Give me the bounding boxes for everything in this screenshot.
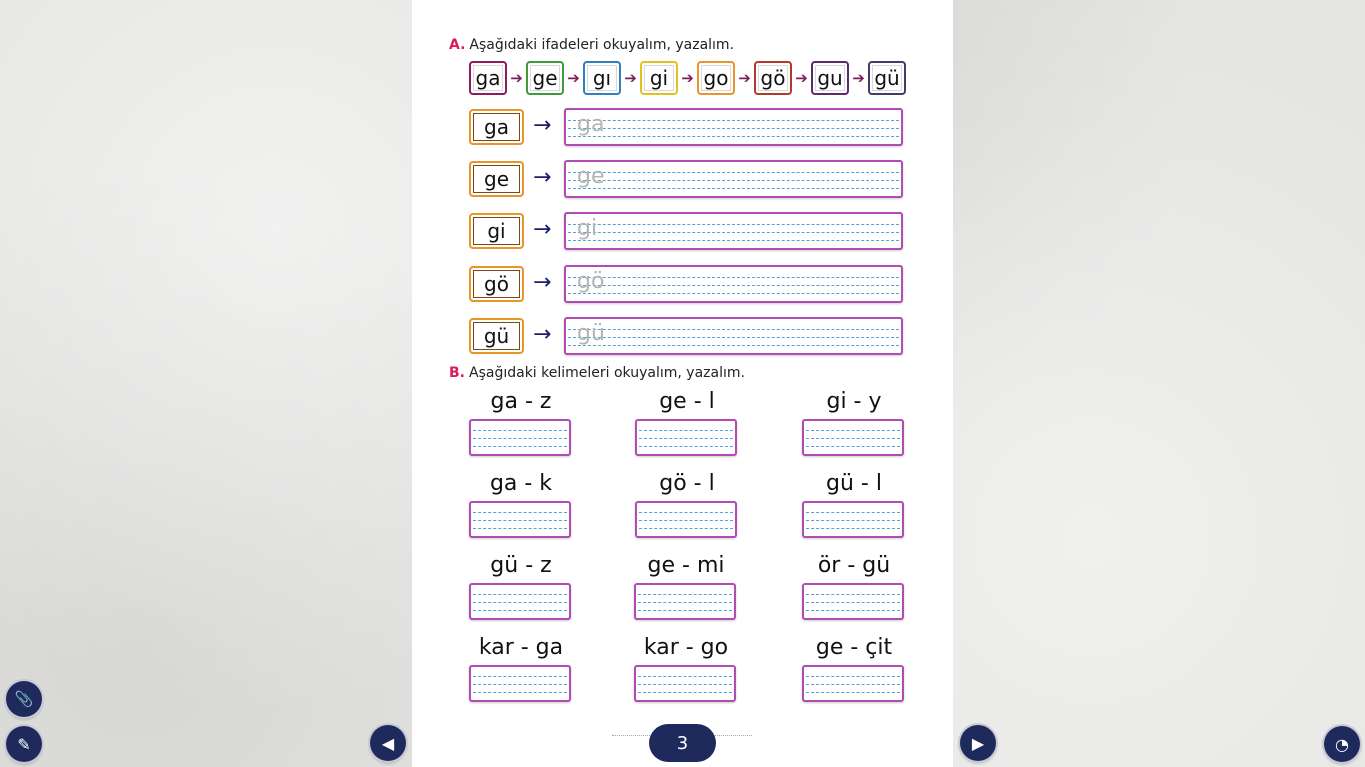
word-writing-box[interactable] [802,501,904,538]
word-syllables: gü - z [490,553,552,578]
section-a-instruction: Aşağıdaki ifadeleri okuyalım, yazalım. [469,37,735,53]
trace-text: ga [577,112,605,137]
word-cell [635,469,739,538]
chain-arrow-icon: ➔ [738,69,751,87]
syllable-box: ga [469,109,524,145]
word-cell [634,633,738,702]
word-syllables: gö - l [659,471,715,496]
word-syllables: ga - k [489,471,553,496]
word-syllables: kar - ga [478,635,564,660]
syllable-box: ge [469,161,524,197]
practice-row [469,213,909,249]
word-cell [802,387,906,456]
word-writing-box[interactable] [635,419,737,456]
section-b-instruction: Aşağıdaki kelimeleri okuyalım, yazalım. [469,365,745,381]
chain-chip-go-umlaut: gö [754,61,792,95]
chain-arrow-icon: ➔ [567,69,580,87]
practice-row [469,161,909,197]
notes-button[interactable] [6,726,42,762]
chain-chip-ge: ge [526,61,564,95]
section-a-letter: A. [449,37,466,53]
word-syllables: ge - l [659,389,715,414]
word-cell [469,387,573,456]
practice-row [469,109,909,145]
chain-arrow-icon: ➔ [795,69,808,87]
edit-note-icon: ✎ [17,734,31,754]
writing-line[interactable] [564,108,903,146]
chain-chip-ga: ga [469,61,507,95]
arrow-right-icon: → [533,165,552,190]
word-cell [469,469,573,538]
worksheet-page [412,0,953,767]
next-page-button[interactable] [960,725,996,761]
word-cell [635,387,739,456]
word-writing-box[interactable] [469,583,571,620]
arrow-right-icon: ▶ [971,733,985,753]
syllable-box: gü [469,318,524,354]
writing-line[interactable] [564,160,903,198]
word-syllables: gi - y [826,389,882,414]
audio-wave-icon: ◔ [1335,734,1349,754]
word-writing-box[interactable] [802,419,904,456]
word-writing-box[interactable] [634,583,736,620]
chain-arrow-icon: ➔ [681,69,694,87]
word-writing-box[interactable] [802,665,904,702]
word-writing-box[interactable] [469,665,571,702]
trace-text: gö [577,269,605,294]
audio-button[interactable] [1324,726,1360,762]
attachment-button[interactable] [6,681,42,717]
practice-row [469,266,909,302]
trace-text: ge [577,164,605,189]
chain-chip-go: go [697,61,735,95]
chain-chip-gu-umlaut: gü [868,61,906,95]
word-cell [802,469,906,538]
word-syllables: kar - go [643,635,729,660]
trace-text: gi [577,216,598,241]
writing-line[interactable] [564,317,903,355]
arrow-right-icon: → [533,270,552,295]
paperclip-icon: 📎 [14,690,34,708]
section-b-letter: B. [449,365,465,381]
syllable-box: gi [469,213,524,249]
arrow-left-icon: ◀ [381,733,395,753]
arrow-right-icon: → [533,113,552,138]
word-cell [469,633,573,702]
word-writing-box[interactable] [469,419,571,456]
chain-chip-gi: gi [640,61,678,95]
word-cell [802,551,906,620]
arrow-right-icon: → [533,217,552,242]
writing-line[interactable] [564,212,903,250]
practice-row [469,318,909,354]
word-writing-box[interactable] [469,501,571,538]
syllable-box: gö [469,266,524,302]
chain-arrow-icon: ➔ [510,69,523,87]
word-cell [469,551,573,620]
word-syllables: ge - mi [647,553,725,578]
previous-page-button[interactable] [370,725,406,761]
syllable-chain [469,61,906,95]
word-writing-box[interactable] [802,583,904,620]
arrow-right-icon: → [533,322,552,347]
word-syllables: ge - çit [815,635,893,660]
chain-chip-gu: gu [811,61,849,95]
word-syllables: ga - z [490,389,552,414]
word-syllables: ör - gü [817,553,891,578]
page-number: 3 [649,724,716,762]
word-cell [634,551,738,620]
word-writing-box[interactable] [635,501,737,538]
section-a-title [449,37,734,53]
chain-arrow-icon: ➔ [852,69,865,87]
writing-line[interactable] [564,265,903,303]
chain-chip-gi-dotless: gı [583,61,621,95]
trace-text: gü [577,321,605,346]
word-cell [802,633,906,702]
section-b-title [449,365,745,381]
word-writing-box[interactable] [634,665,736,702]
chain-arrow-icon: ➔ [624,69,637,87]
word-syllables: gü - l [826,471,882,496]
